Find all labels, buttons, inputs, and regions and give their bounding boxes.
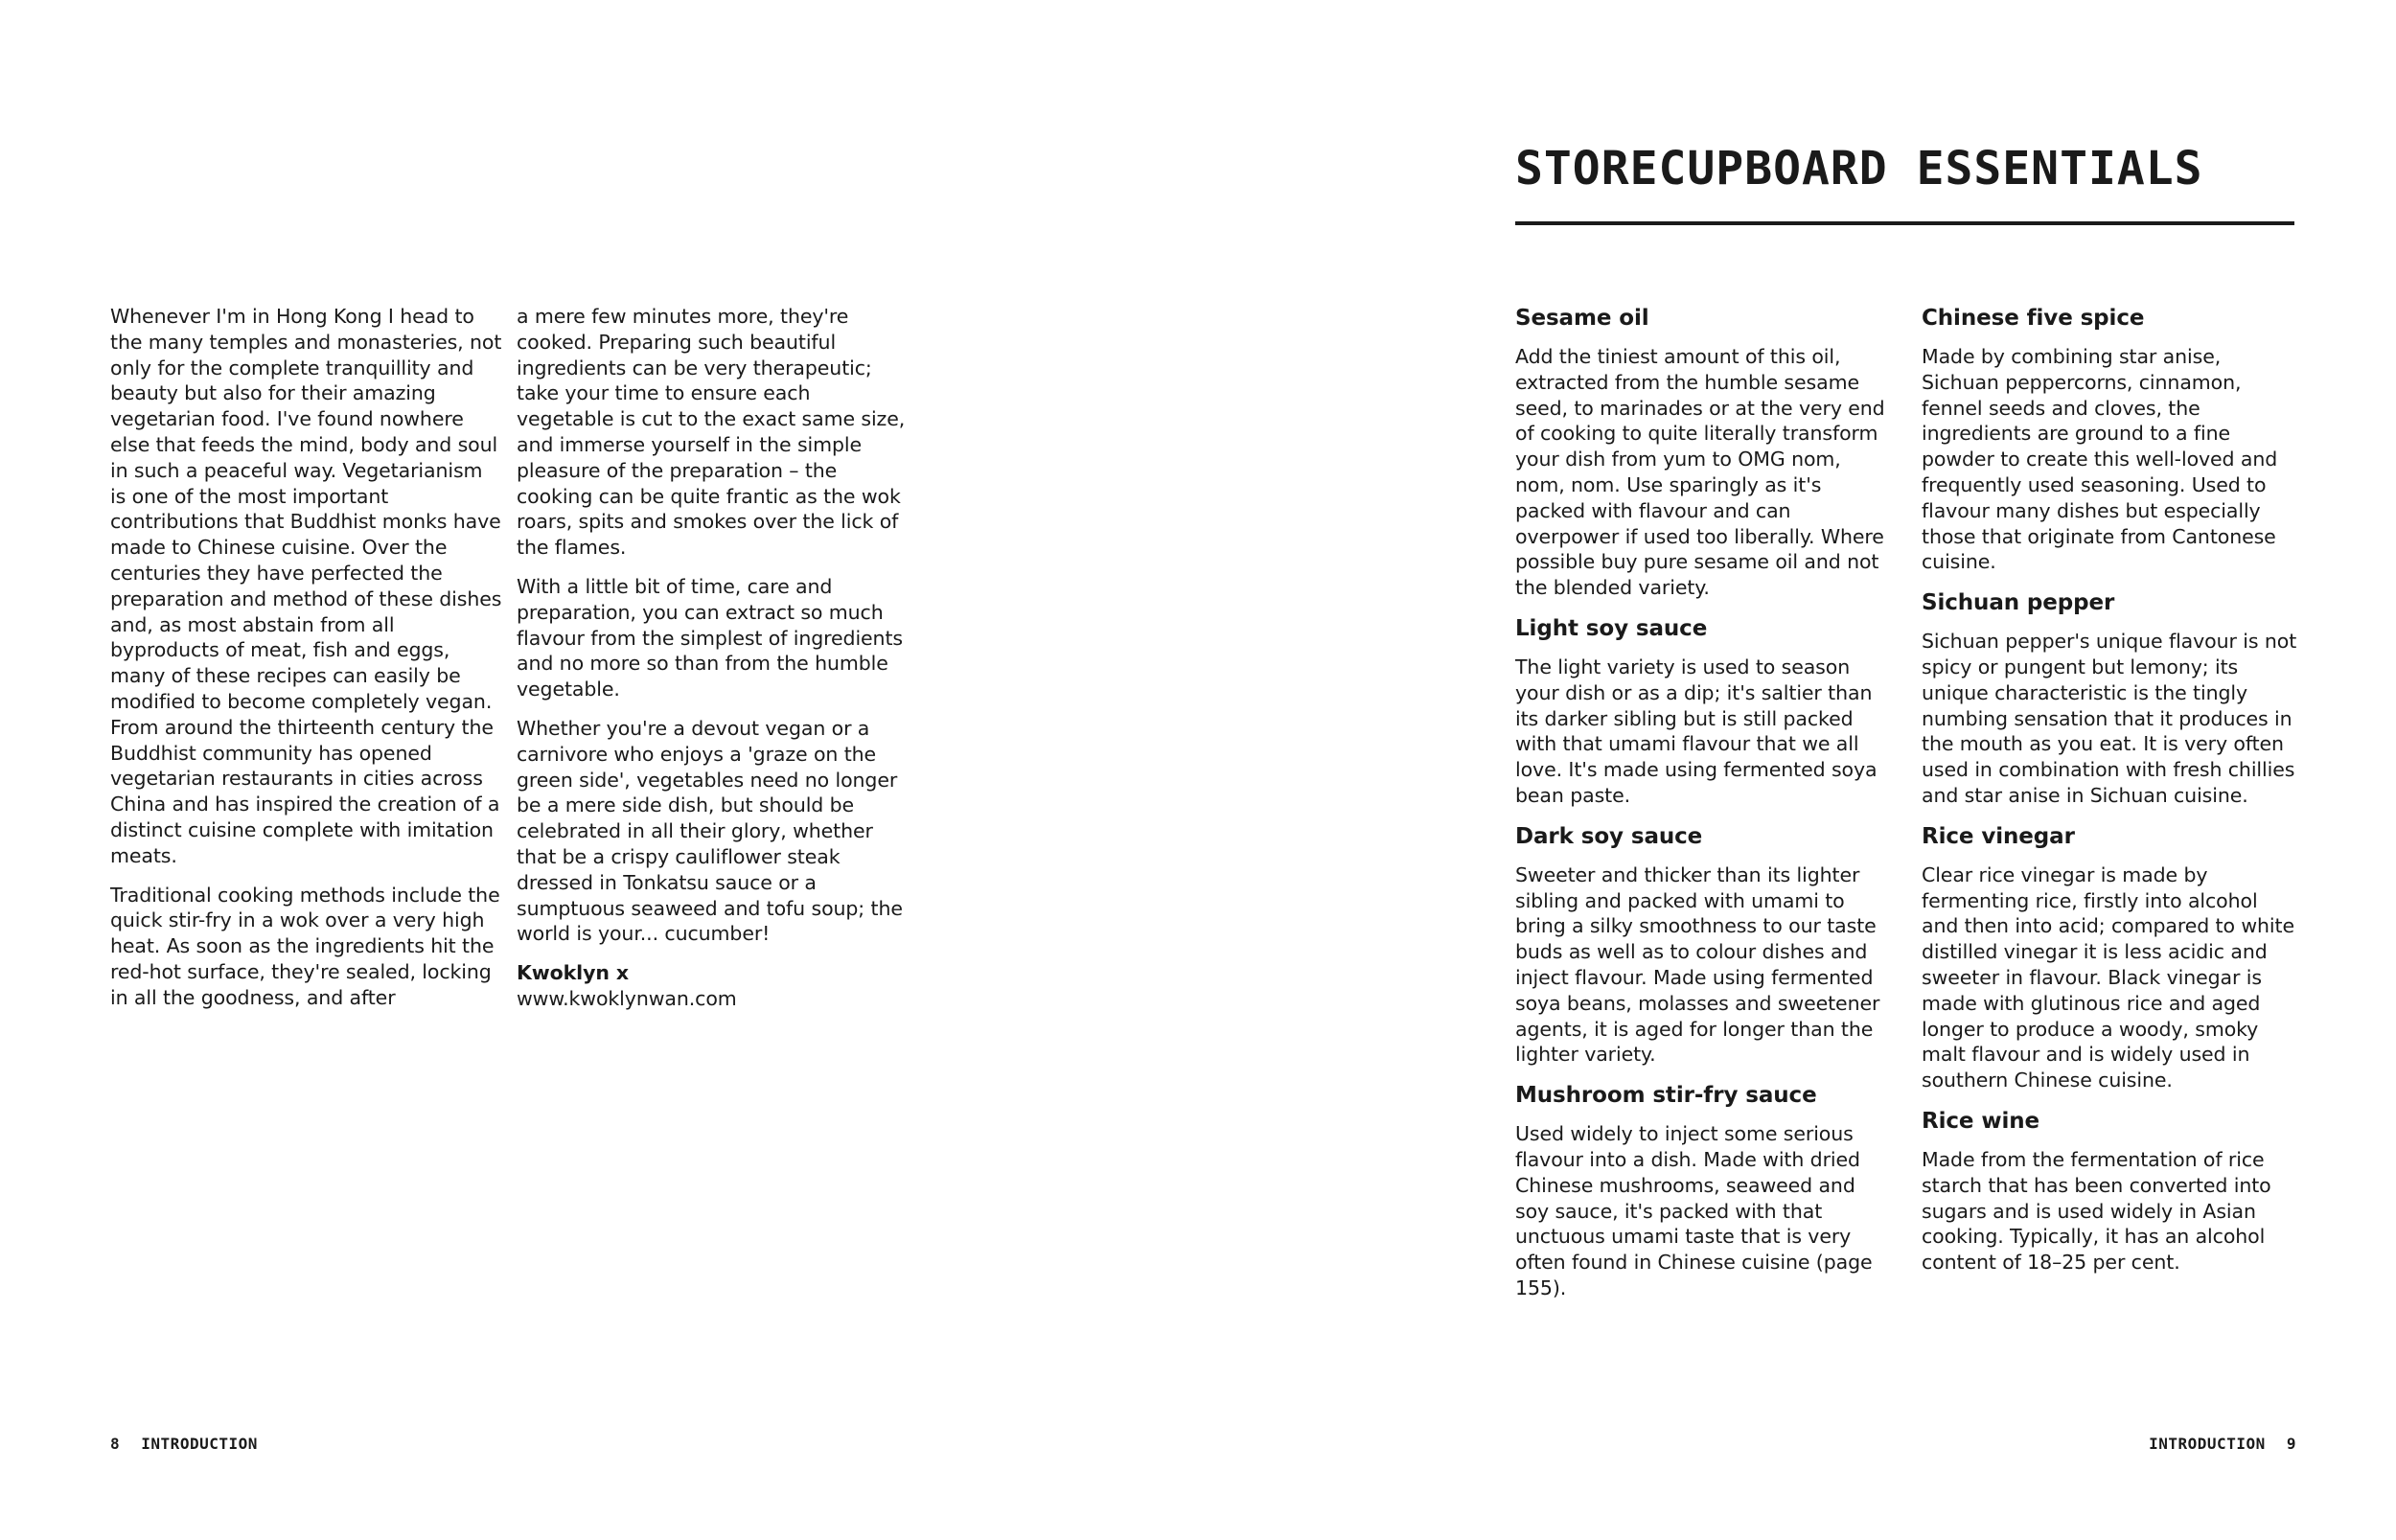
intro-column-2 [517, 304, 910, 1025]
intro-paragraph: Traditional cooking methods include the quick stir-fry in a wok over a very high heat. As soon as the ingredients hit the red-hot surface, they're sealed, locking in all the goodness, and after [110, 883, 500, 1009]
essential-item [1922, 588, 2300, 809]
essential-item-description: The light variety is used to season your dish or as a dip; it's saltier than its darker sibling but is still packed with that umami flavour that we all love. It's made using fermented soya bean paste. [1515, 655, 1878, 807]
page-title: STORECUPBOARD ESSENTIALS [1515, 142, 2203, 195]
intro-paragraph: With a little bit of time, care and preparation, you can extract so much flavour from the simplest of ingredients and no more so than from the humble vegetable. [517, 574, 903, 701]
essential-item [1922, 1107, 2300, 1276]
essential-item-description: Sweeter and thicker than its lighter sibling and packed with umami to bring a silky smoothness to our taste buds as well as to colour dishes and inject flavour. Made using fermented soya beans, molasses and sweetener agents, it is aged for longer than the lighter variety. [1515, 862, 1880, 1067]
intro-column-1 [110, 304, 503, 1024]
running-section-title: INTRODUCTION [2149, 1435, 2266, 1453]
author-website-link[interactable]: www.kwoklynwan.com [517, 986, 737, 1010]
essential-item [1515, 614, 1894, 809]
essential-item-heading: Dark soy sauce [1515, 823, 1703, 849]
left-page-footer [110, 1435, 258, 1453]
essential-item-heading: Rice vinegar [1922, 823, 2075, 849]
essentials-column-2 [1922, 304, 2300, 1289]
essential-item-description: Made by combining star anise, Sichuan peppercorns, cinnamon, fennel seeds and cloves, the ingredients are ground to a fine powder to create this well-loved and frequently used seasoning. Used to flavour many dishes but especially those that originate from Cantonese cuisine. [1922, 345, 2278, 574]
essential-item-description: Add the tiniest amount of this oil, extracted from the humble sesame seed, to marinades or at the very end of cooking to quite literally transform your dish from yum to OMG nom, nom, nom. Use sparingly as it's packed with flavour and can overpower if used too liberally. Where possible buy pure sesame oil and not the blended variety. [1515, 345, 1885, 600]
page-number: 8 [110, 1435, 121, 1453]
essential-item-heading: Sesame oil [1515, 306, 1649, 331]
intro-paragraph: a mere few minutes more, they're cooked. Preparing such beautiful ingredients can be very therapeutic; take your time to ensure each vegetable is cut to the exact same size, and immerse yourself in the simple pleasure of the preparation – the cooking can be quite frantic as the wok roars, spits and smokes over the lick of the flames. [517, 305, 906, 560]
right-page-footer [2149, 1435, 2296, 1453]
page-number: 9 [2286, 1435, 2296, 1453]
essential-item-heading: Light soy sauce [1515, 615, 1708, 641]
essential-item-heading: Chinese five spice [1922, 306, 2145, 331]
title-rule-divider [1515, 221, 2294, 225]
intro-paragraph: Whenever I'm in Hong Kong I head to the many temples and monasteries, not only for the complete tranquillity and beauty but also for their amazing vegetarian food. I've found nowhere else that feeds the mind, body and soul in such a peaceful way. Vegetarianism is one of the most important contributions that Buddhist monks have made to Chinese cuisine. Over the centuries they have perfected the preparation and method of these dishes and, as most abstain from all byproducts of meat, fish and eggs, many of these recipes can easily be modified to become completely vegan. From around the thirteenth century the Buddhist community has opened vegetarian restaurants in cities across China and has inspired the creation of a distinct cuisine complete with imitation meats. [110, 305, 502, 867]
intro-paragraph: Whether you're a devout vegan or a carnivore who enjoys a 'graze on the green side', vegetables need no longer be a mere side dish, but should be celebrated in all their glory, whether that be a crispy cauliflower steak dressed in Tonkatsu sauce or a sumptuous seaweed and tofu soup; the world is your... cucumber! [517, 716, 903, 946]
essential-item [1922, 822, 2300, 1093]
essential-item-heading: Sichuan pepper [1922, 590, 2115, 616]
essential-item [1515, 304, 1894, 601]
running-section-title: INTRODUCTION [141, 1435, 258, 1453]
signature-name: Kwoklyn x [517, 961, 629, 985]
essential-item-heading: Mushroom stir-fry sauce [1515, 1083, 1817, 1109]
essential-item-heading: Rice wine [1922, 1108, 2040, 1134]
essential-item-description: Made from the fermentation of rice starch that has been converted into sugars and is used widely in Asian cooking. Typically, it has an alcohol content of 18–25 per cent. [1922, 1147, 2271, 1275]
essential-item-description: Sichuan pepper's unique flavour is not spicy or pungent but lemony; its unique characteristic is the tingly numbing sensation that it produces in the mouth as you eat. It is very often used in combination with fresh chillies and star anise in Sichuan cuisine. [1922, 630, 2297, 807]
author-signature [517, 960, 910, 1012]
essential-item-description: Clear rice vinegar is made by fermenting rice, firstly into alcohol and then into acid; compared to white distilled vinegar it is less acidic and sweeter in flavour. Black vinegar is made with glutinous rice and aged longer to produce a woody, smoky malt flavour and is widely used in southern Chinese cuisine. [1922, 862, 2294, 1092]
essential-item [1922, 304, 2300, 575]
essentials-column-1 [1515, 304, 1894, 1315]
essential-item [1515, 822, 1894, 1068]
essential-item-description: Used widely to inject some serious flavour into a dish. Made with dried Chinese mushrooms, seaweed and soy sauce, it's packed with that unctuous umami taste that is very often found in Chinese cuisine (page 155). [1515, 1122, 1873, 1299]
essential-item [1515, 1081, 1894, 1301]
